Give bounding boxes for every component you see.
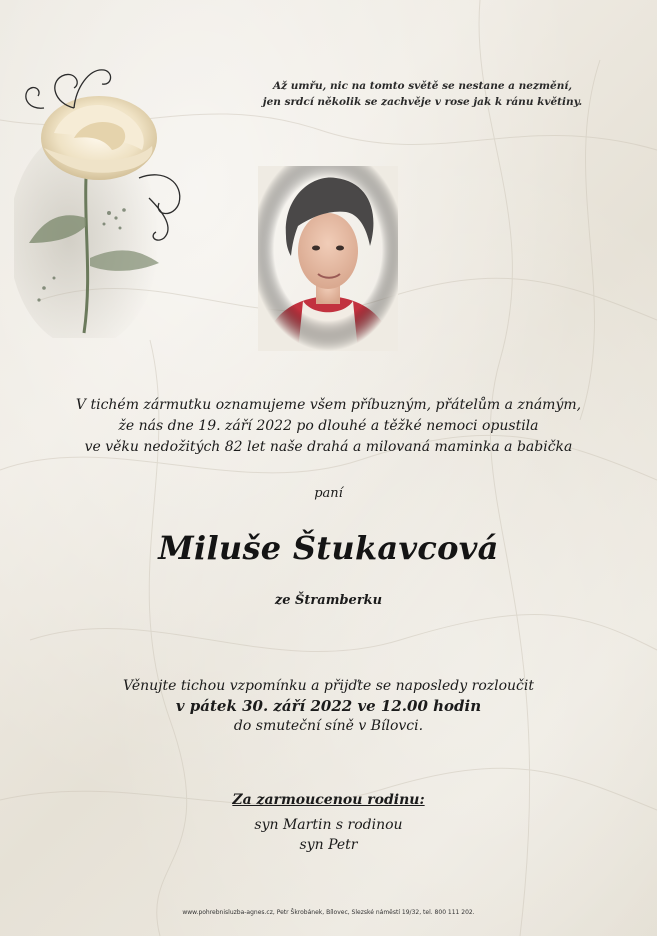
quote-line-1: Až umřu, nic na tomto světě se nestane a nezmění, (272, 80, 572, 92)
family-heading: Za zarmoucenou rodinu: (232, 792, 425, 808)
announcement-line-3: ve věku nedožitých 82 let naše drahá a milovaná maminka a babička (84, 439, 573, 455)
announcement-line-2: že nás dne 19. září 2022 po dlouhé a těžké nemoci opustila (118, 418, 539, 434)
funeral-line-1: Věnujte tichou vzpomínku a přijďte se naposledy rozloučit (123, 678, 534, 694)
announcement-text (0, 395, 657, 458)
funeral-place: do smuteční síně v Bílovci. (233, 718, 424, 734)
rose-icon (14, 38, 214, 338)
quote-line-2: jen srdcí několik se zachvěje v rose jak k ránu květiny. (262, 96, 583, 108)
footer-contact: www.pohrebnisluzba-agnes.cz, Petr Škrobánek, Bílovec, Slezské náměstí 19/32, tel. 800 111 202. (182, 909, 475, 916)
poem-quote (230, 78, 615, 110)
family-member-1: syn Martin s rodinou (254, 817, 403, 833)
portrait-photo (258, 166, 398, 351)
funeral-details (0, 676, 657, 736)
funeral-date-time: v pátek 30. září 2022 ve 12.00 hodin (175, 697, 482, 715)
hometown: ze Štramberku (274, 593, 383, 608)
deceased-name: Miluše Štukavcová (158, 529, 499, 567)
family-member-2: syn Petr (299, 837, 358, 853)
family-members (0, 815, 657, 855)
announcement-line-1: V tichém zármutku oznamujeme všem příbuzným, přátelům a známým, (75, 397, 582, 413)
title-word: paní (314, 486, 343, 501)
